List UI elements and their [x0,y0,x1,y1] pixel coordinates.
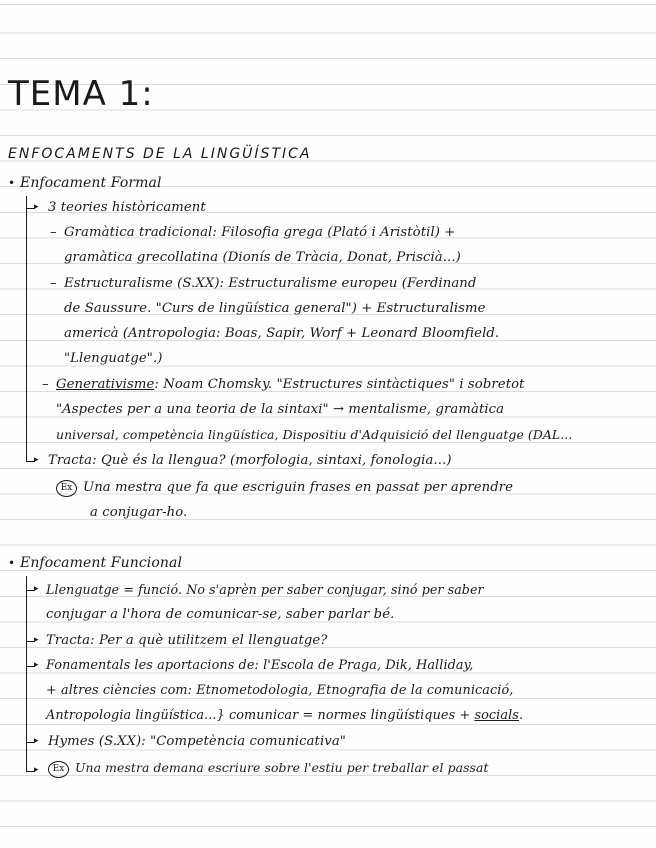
funcional-line-6 [46,708,523,723]
example-text-1: Una mestra que fa que escriguin frases en passat per aprendre [83,480,514,495]
arrow-icon: ▸ [34,736,39,746]
gen-line-1 [56,377,525,392]
estr-line-2: de Saussure. "Curs de lingüística general") + Estructuralisme [64,301,486,316]
tracta-line: Tracta: Què és la llengua? (morfologia, sintaxi, fonologia...) [48,453,452,468]
example-line-1 [56,480,513,497]
formal-tree-line [26,196,27,462]
estr-line-4: "Llenguatge".) [64,351,163,366]
bullet-dot: • [8,556,16,570]
funcional-line-2: conjugar a l'hora de comunicar-se, saber parlar bé. [46,607,395,622]
arrow-icon: ▸ [34,584,39,594]
funcional-line-7: Hymes (S.XX): "Competència comunicativa" [48,734,346,749]
theories-line: 3 teories històricament [48,200,206,215]
example-line-2: a conjugar-ho. [90,505,188,520]
funcional-line-6-end: . [518,708,524,723]
arrow-icon: ▸ [34,202,39,212]
funcional-line-1: Llenguatge = funció. No s'aprèn per saber conjugar, sinó per saber [46,582,484,597]
funcional-line-3: Tracta: Per a què utilitzem el llenguatge? [46,633,328,648]
funcional-line-6-text: Antropologia lingüística...} comunicar = normes lingüístiques + [46,708,475,723]
arrow-icon: ▸ [34,455,39,465]
socials-term: socials [474,708,519,723]
gen-line-1-rest: : Noam Chomsky. "Estructures sintàctiques" i sobretot [154,377,525,392]
section-heading: ENFOCAMENTS DE LA LINGÜÍSTICA [8,146,312,162]
generativisme-term: Generativisme [56,377,155,392]
dash-mark: – [42,377,49,392]
funcional-heading: Enfocament Funcional [20,555,183,571]
dash-mark: – [50,276,57,291]
bullet-dot: • [8,176,16,190]
dash-mark: – [50,225,57,240]
arrow-icon: ▸ [34,765,39,775]
arrow-icon: ▸ [34,635,39,645]
formal-heading: Enfocament Formal [20,175,162,191]
arrow-icon: ▸ [34,660,39,670]
page-title: TEMA 1: [8,74,154,114]
gram-line-2: gramàtica grecollatina (Dionís de Tràcia, Donat, Priscià...) [64,250,461,265]
gram-line-1: Gramàtica tradicional: Filosofia grega (Plató i Aristòtil) + [64,225,456,240]
gen-line-3: universal, competència lingüística, Dispositiu d'Adquisició del llenguatge (DAL... [56,427,573,442]
estr-line-1: Estructuralisme (S.XX): Estructuralisme europeu (Ferdinand [64,276,477,291]
funcional-example [48,760,489,778]
estr-line-3: americà (Antropologia: Boas, Sapir, Worf + Leonard Bloomfield. [64,326,500,341]
example-marker-icon: Ex [48,761,69,778]
gen-line-2: "Aspectes per a una teoria de la sintaxi" → mentalisme, gramàtica [56,402,505,417]
example-marker-icon: Ex [56,480,77,497]
funcional-line-4: Fonamentals les aportacions de: l'Escola de Praga, Dik, Halliday, [46,658,474,673]
funcional-example-text: Una mestra demana escriure sobre l'estiu per treballar el passat [75,760,489,775]
funcional-line-5: + altres ciències com: Etnometodologia, Etnografia de la comunicació, [46,683,514,698]
